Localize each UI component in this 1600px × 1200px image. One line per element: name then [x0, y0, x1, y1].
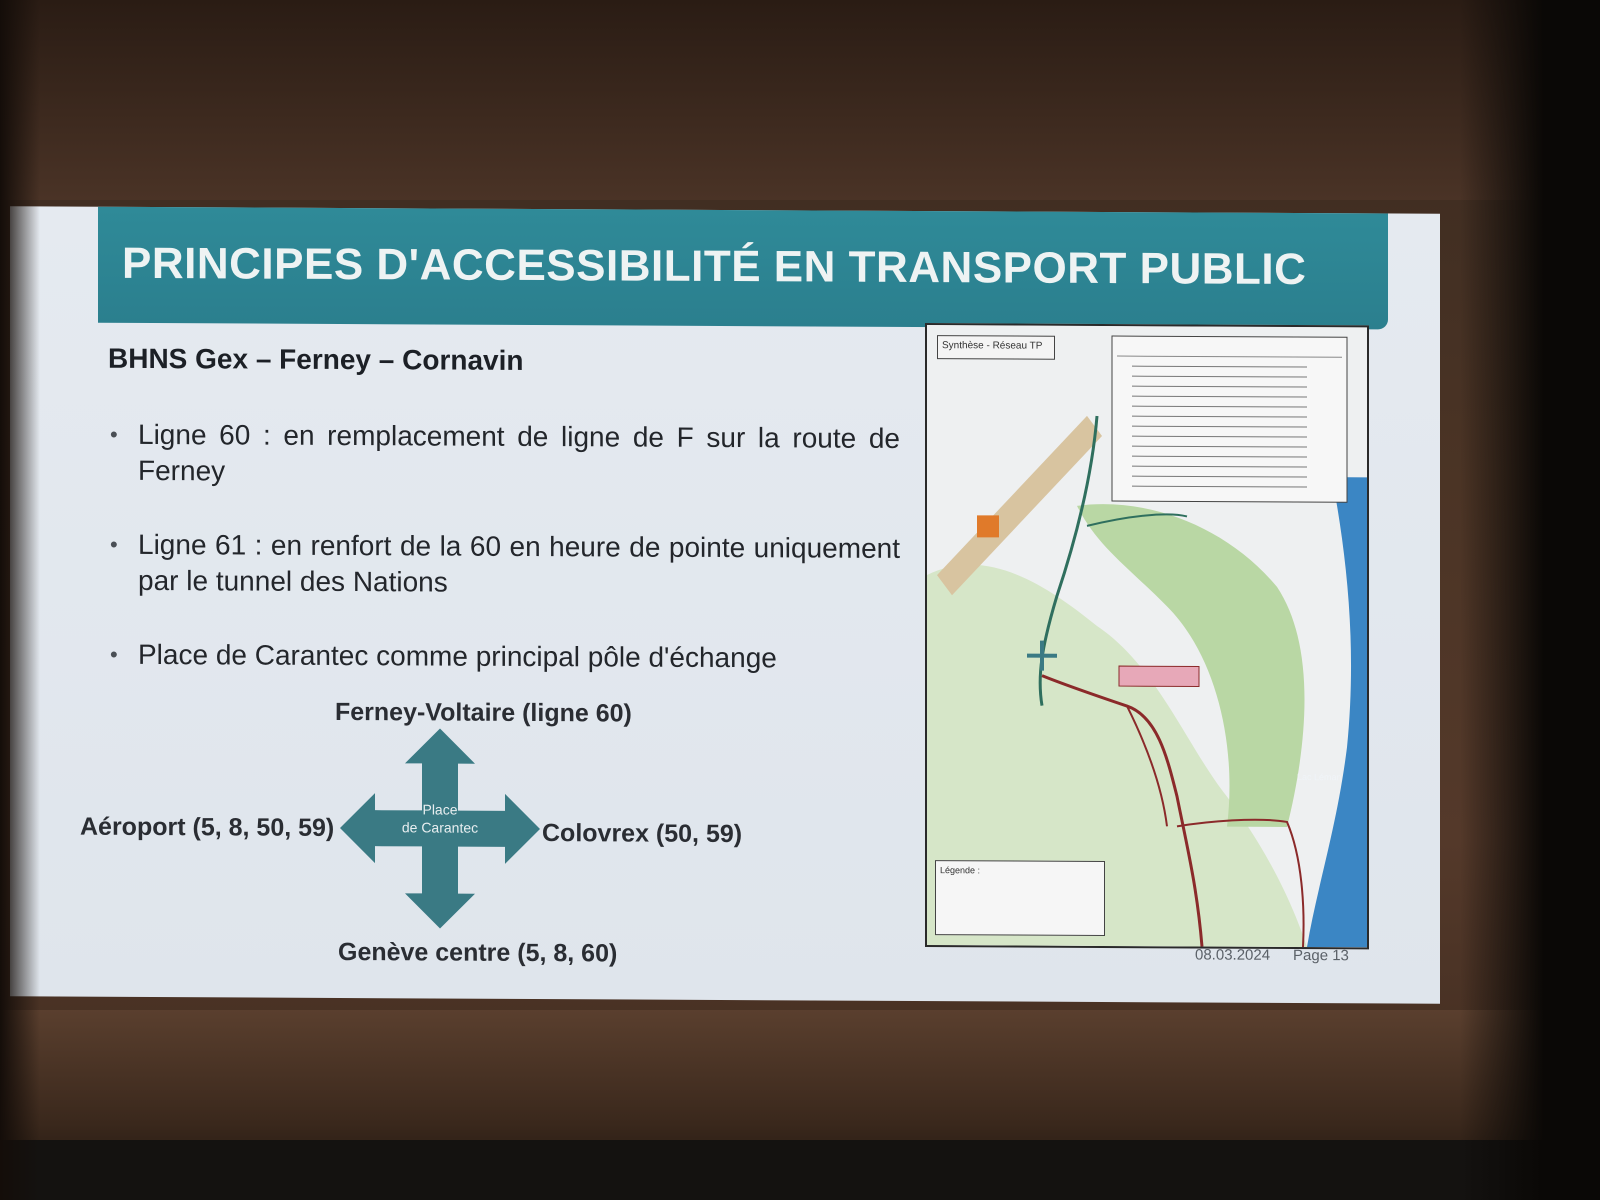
direction-east-label: Colovrex (50, 59) — [542, 819, 743, 849]
lake-label: Lac Léman — [1297, 771, 1342, 783]
bullet-item — [100, 637, 900, 677]
map-legend — [935, 860, 1105, 936]
floor — [0, 1140, 1600, 1200]
slide-subtitle: BHNS Gex – Ferney – Cornavin — [108, 342, 524, 376]
map-graphic — [927, 325, 1367, 947]
network-map — [925, 323, 1369, 949]
direction-west-label: Aéroport (5, 8, 50, 59) — [80, 812, 335, 842]
hub-label-line2: de Carantec — [401, 819, 479, 836]
projection-screen — [10, 206, 1440, 1003]
map-legend-title: Légende : — [940, 865, 981, 876]
bullet-list — [100, 417, 900, 715]
slide-title: PRINCIPES D'ACCESSIBILITÉ EN TRANSPORT PUBLIC — [122, 238, 1307, 295]
slide-date: 08.03.2024 — [1195, 946, 1271, 964]
slide-title-bar — [98, 207, 1388, 330]
bullet-item — [100, 527, 900, 603]
bullet-dot-icon: • — [110, 641, 118, 667]
bullet-text: Ligne 60 : en remplacement de ligne de F sur la route de Ferney — [138, 418, 900, 487]
bullet-dot-icon: • — [110, 531, 118, 557]
hub-label-line1: Place — [422, 801, 458, 818]
direction-north-label: Ferney-Voltaire (ligne 60) — [335, 697, 632, 728]
map-title: Synthèse - Réseau TP — [937, 335, 1055, 360]
slide-page-number: Page 13 — [1293, 946, 1349, 965]
room-ceiling — [0, 0, 1600, 200]
right-shadow — [1460, 0, 1600, 1200]
direction-south-label: Genève centre (5, 8, 60) — [338, 937, 618, 968]
left-shadow — [0, 0, 40, 1200]
bullet-item — [100, 417, 900, 493]
bullet-dot-icon: • — [110, 421, 118, 447]
bullet-text: Ligne 61 : en renfort de la 60 en heure de pointe uniquement par le tunnel des Nations — [138, 528, 900, 598]
bullet-text: Place de Carantec comme principal pôle d'échange — [138, 638, 777, 674]
exchange-hub-diagram — [70, 687, 870, 991]
